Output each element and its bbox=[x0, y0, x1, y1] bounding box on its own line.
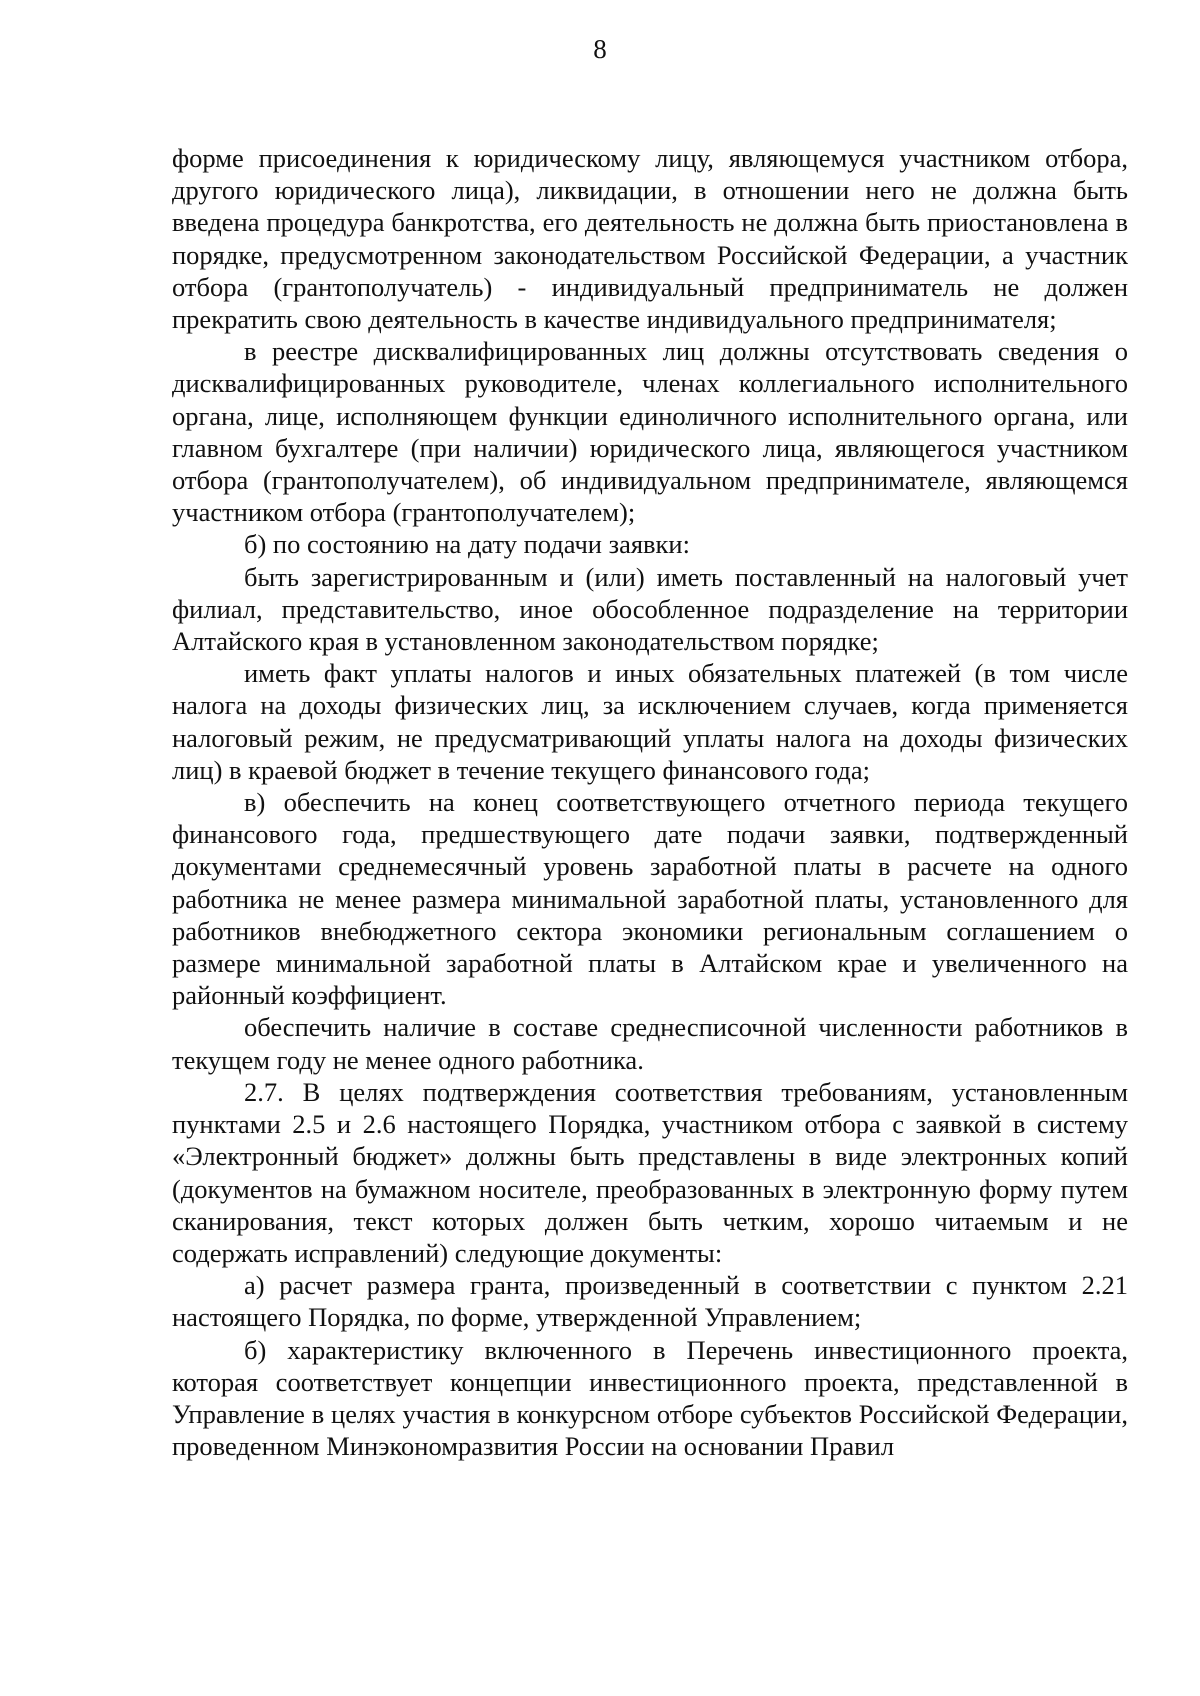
paragraph: б) характеристику включенного в Перечень инвестиционного проекта, которая соответствует концепции инвестиционного проекта, представленной в Управление в целях участия в конкурсном отборе субъектов Российской Федерации, проведенном Минэкономразвития России на основании Правил bbox=[172, 1334, 1128, 1462]
paragraph: быть зарегистрированным и (или) иметь поставленный на налоговый учет филиал, представительство, иное обособленное подразделение на территории Алтайского края в установленном законодательством порядке; bbox=[172, 561, 1128, 657]
paragraph: форме присоединения к юридическому лицу, являющемуся участником отбора, другого юридического лица), ликвидации, в отношении него не должна быть введена процедура банкротства, его деятельность не должна быть приостановлена в порядке, предусмотренном законодательством Российской Федерации, а участник отбора (грантополучатель) - индивидуальный предприниматель не должен прекратить свою деятельность в качестве индивидуального предпринимателя; bbox=[172, 143, 1128, 335]
paragraph: иметь факт уплаты налогов и иных обязательных платежей (в том числе налога на доходы физических лиц, за исключением случаев, когда применяется налоговый режим, не предусматривающий уплаты налога на доходы физических лиц) в краевой бюджет в течение текущего финансового года; bbox=[172, 658, 1128, 785]
paragraph: в) обеспечить на конец соответствующего отчетного периода текущего финансового года, предшествующего дате подачи заявки, подтвержденный документами среднемесячный уровень заработной платы в расчете на одного работника не менее размера минимальной заработной платы, установленного для работников внебюджетного сектора экономики региональным соглашением о размере минимальной заработной платы в Алтайском крае и увеличенного на районный коэффициент. bbox=[172, 787, 1128, 1011]
document-body bbox=[172, 142, 1128, 1462]
paragraph: а) расчет размера гранта, произведенный в соответствии с пунктом 2.21 настоящего Порядка, по форме, утвержденной Управлением; bbox=[172, 1270, 1128, 1333]
page-number: 8 bbox=[593, 34, 607, 64]
paragraph: обеспечить наличие в составе среднесписочной численности работников в текущем году не менее одного работника. bbox=[172, 1012, 1128, 1075]
paragraph: 2.7. В целях подтверждения соответствия требованиям, установленным пунктами 2.5 и 2.6 настоящего Порядка, участником отбора с заявкой в систему «Электронный бюджет» должны быть представлены в виде электронных копий (документов на бумажном носителе, преобразованных в электронную форму путем сканирования, текст которых должен быть четким, хорошо читаемым и не содержать исправлений) следующие документы: bbox=[172, 1076, 1128, 1268]
paragraph: в реестре дисквалифицированных лиц должны отсутствовать сведения о дисквалифицированных руководителе, членах коллегиального исполнительного органа, лице, исполняющем функции единоличного исполнительного органа, или главном бухгалтере (при наличии) юридического лица, являющегося участником отбора (грантополучателем), об индивидуальном предпринимателе, являющемся участником отбора (грантополучателем); bbox=[172, 336, 1128, 528]
paragraph: б) по состоянию на дату подачи заявки: bbox=[244, 529, 690, 560]
